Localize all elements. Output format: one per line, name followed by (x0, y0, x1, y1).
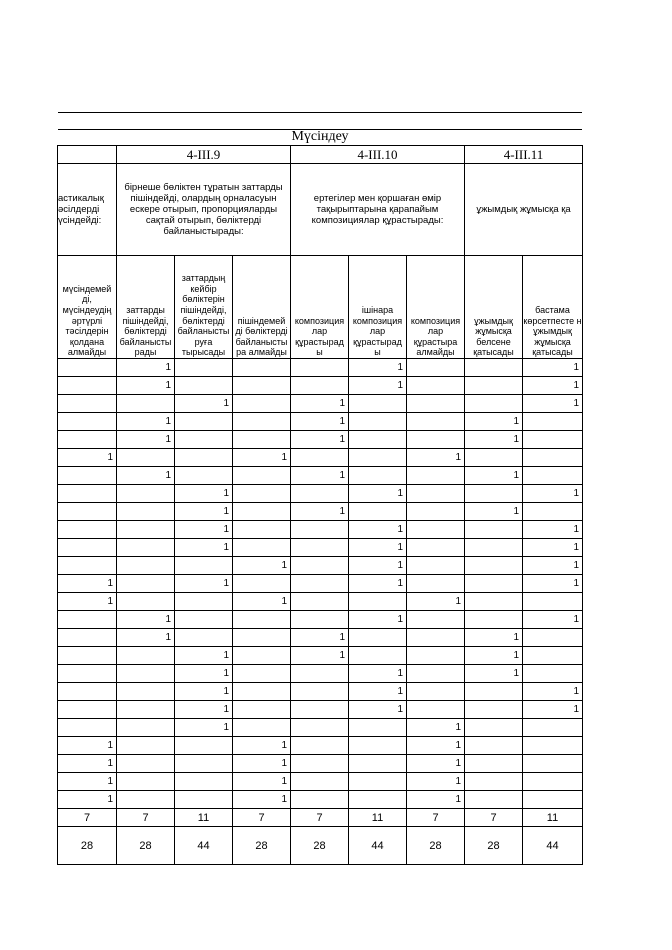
table-cell: 1 (465, 629, 523, 647)
table-cell (291, 665, 349, 683)
table-cell (291, 611, 349, 629)
table-cell: 1 (523, 611, 583, 629)
table-cell: 1 (117, 431, 175, 449)
table-row (58, 737, 583, 755)
table-cell (465, 557, 523, 575)
table-cell (523, 413, 583, 431)
table-cell (117, 593, 175, 611)
table-cell (58, 395, 117, 413)
table-cell (175, 431, 233, 449)
score-cell: 28 (117, 827, 175, 865)
code-cell-11: 4-ІІІ.11 (465, 146, 583, 164)
table-cell (349, 773, 407, 791)
table-cell (117, 701, 175, 719)
table-cell (465, 719, 523, 737)
table-cell (465, 773, 523, 791)
table-cell (465, 575, 523, 593)
table-cell: 1 (523, 701, 583, 719)
table-cell (465, 755, 523, 773)
table-cell (233, 629, 291, 647)
table-cell (407, 503, 465, 521)
score-cell: 28 (58, 827, 117, 865)
total-cell: 11 (349, 809, 407, 827)
table-cell: 1 (349, 485, 407, 503)
table-cell (117, 737, 175, 755)
table-cell (465, 701, 523, 719)
code-cell-prev (58, 146, 117, 164)
subheader-cell: бастама көрсетпесте н ұжымдық жұмысқа қатысады (523, 256, 583, 359)
table-cell (349, 395, 407, 413)
table-cell (465, 521, 523, 539)
table-cell (291, 683, 349, 701)
total-cell: 7 (58, 809, 117, 827)
table-cell: 1 (407, 449, 465, 467)
subheader-row (58, 256, 583, 359)
table-cell (407, 431, 465, 449)
table-cell: 1 (349, 377, 407, 395)
table-cell (407, 665, 465, 683)
table-cell: 1 (291, 629, 349, 647)
table-row (58, 755, 583, 773)
table-cell (175, 593, 233, 611)
table-cell (407, 395, 465, 413)
table-row (58, 575, 583, 593)
table-cell (523, 629, 583, 647)
code-cell-9: 4-ІІІ.9 (117, 146, 291, 164)
table-cell (233, 575, 291, 593)
table-cell (233, 359, 291, 377)
table-cell (58, 683, 117, 701)
table-cell (58, 665, 117, 683)
table-cell (407, 629, 465, 647)
table-cell (291, 791, 349, 809)
table-cell (291, 737, 349, 755)
table-cell (291, 449, 349, 467)
table-cell (465, 791, 523, 809)
table-cell (233, 521, 291, 539)
table-cell (117, 665, 175, 683)
table-cell: 1 (58, 737, 117, 755)
table-cell: 1 (407, 719, 465, 737)
table-cell (233, 431, 291, 449)
table-cell: 1 (349, 359, 407, 377)
table-cell (58, 413, 117, 431)
table-cell: 1 (117, 611, 175, 629)
table-cell (523, 665, 583, 683)
table-cell (117, 539, 175, 557)
table-cell (465, 737, 523, 755)
table-cell (465, 683, 523, 701)
table-cell (349, 449, 407, 467)
table-cell: 1 (291, 647, 349, 665)
table-cell (465, 485, 523, 503)
total-cell: 7 (407, 809, 465, 827)
table-cell (407, 413, 465, 431)
score-cell: 28 (465, 827, 523, 865)
total-cell: 7 (117, 809, 175, 827)
table-cell (407, 359, 465, 377)
table-row (58, 611, 583, 629)
description-prev: астикалық әсілдерді үсіндейді: (58, 164, 117, 256)
table-cell (465, 377, 523, 395)
score-cell: 44 (349, 827, 407, 865)
table-cell: 1 (349, 539, 407, 557)
score-cell: 44 (175, 827, 233, 865)
description-row (58, 164, 583, 256)
table-row (58, 593, 583, 611)
table-cell: 1 (233, 449, 291, 467)
table-cell (523, 647, 583, 665)
table-cell (175, 413, 233, 431)
table-cell (349, 431, 407, 449)
table-cell (175, 359, 233, 377)
table-cell: 1 (117, 413, 175, 431)
table-cell (349, 755, 407, 773)
table-cell (58, 485, 117, 503)
table-cell (175, 773, 233, 791)
table-cell: 1 (349, 557, 407, 575)
code-cell-10: 4-ІІІ.10 (291, 146, 465, 164)
subheader-cell: пішіндемей ді бөліктерді байланысты ра алмайды (233, 256, 291, 359)
table-cell: 1 (58, 755, 117, 773)
table-cell (349, 737, 407, 755)
table-cell (523, 593, 583, 611)
table-cell (175, 737, 233, 755)
table-cell (175, 377, 233, 395)
section-title: Мүсіндеу (291, 129, 349, 144)
table-cell (233, 611, 291, 629)
table-cell (465, 539, 523, 557)
table-cell (117, 791, 175, 809)
table-cell (117, 755, 175, 773)
table-row (58, 449, 583, 467)
table-cell (349, 719, 407, 737)
table-cell: 1 (349, 683, 407, 701)
score-cell: 28 (233, 827, 291, 865)
table-cell (233, 647, 291, 665)
table-cell: 1 (58, 575, 117, 593)
table-cell (58, 521, 117, 539)
table-cell (117, 683, 175, 701)
table-cell: 1 (233, 557, 291, 575)
table-cell: 1 (523, 575, 583, 593)
table-cell: 1 (349, 521, 407, 539)
table-cell (175, 611, 233, 629)
table-cell: 1 (58, 791, 117, 809)
table-cell: 1 (523, 377, 583, 395)
total-cell: 7 (465, 809, 523, 827)
table-cell: 1 (291, 395, 349, 413)
subheader-cell: композиция лар құрастыра алмайды (407, 256, 465, 359)
table-cell (291, 359, 349, 377)
table-cell: 1 (523, 539, 583, 557)
table-cell (58, 467, 117, 485)
table-cell (465, 359, 523, 377)
table-cell (291, 521, 349, 539)
table-cell: 1 (233, 791, 291, 809)
table-cell (291, 485, 349, 503)
table-cell (291, 539, 349, 557)
table-row (58, 629, 583, 647)
table-cell (291, 719, 349, 737)
table-cell (117, 647, 175, 665)
description-11: ұжымдық жұмысқа қа (465, 164, 583, 256)
table-cell: 1 (523, 521, 583, 539)
table-cell (175, 467, 233, 485)
table-cell (465, 593, 523, 611)
table-cell: 1 (349, 611, 407, 629)
table-cell: 1 (407, 791, 465, 809)
description-10: ертегілер мен қоршаған өмір тақырыптарына қарапайым композициялар құрастырады: (291, 164, 465, 256)
table-cell (523, 719, 583, 737)
table-cell: 1 (465, 467, 523, 485)
table-cell (407, 521, 465, 539)
table-cell: 1 (407, 593, 465, 611)
table-cell (58, 647, 117, 665)
table-cell: 1 (291, 467, 349, 485)
table-cell: 1 (465, 413, 523, 431)
table-cell (175, 557, 233, 575)
subheader-cell: ішінара композиция лар құрастырад ы (349, 256, 407, 359)
table-cell (58, 611, 117, 629)
total-cell: 11 (523, 809, 583, 827)
table-row (58, 395, 583, 413)
table-cell (233, 413, 291, 431)
table-cell (523, 449, 583, 467)
table-cell (523, 755, 583, 773)
table-cell (58, 629, 117, 647)
table-cell: 1 (233, 737, 291, 755)
table-cell: 1 (233, 755, 291, 773)
table-cell (349, 413, 407, 431)
table-cell (233, 665, 291, 683)
subheader-cell: ұжымдық жұмысқа белсене қатысады (465, 256, 523, 359)
table-cell: 1 (407, 773, 465, 791)
table-cell (523, 503, 583, 521)
subheader-cell: композиция лар құрастырад ы (291, 256, 349, 359)
table-cell (349, 467, 407, 485)
table-cell (349, 791, 407, 809)
table-cell: 1 (465, 503, 523, 521)
table-cell (117, 557, 175, 575)
table-cell: 1 (349, 665, 407, 683)
table-cell: 1 (175, 503, 233, 521)
table-cell: 1 (523, 359, 583, 377)
total-cell: 7 (291, 809, 349, 827)
table-row (58, 683, 583, 701)
table-cell (291, 755, 349, 773)
score-cell: 44 (523, 827, 583, 865)
table-cell (291, 377, 349, 395)
table-cell: 1 (349, 701, 407, 719)
subheader-cell: заттарды пішіндейді, бөліктерді байланысты рады (117, 256, 175, 359)
table-cell: 1 (233, 593, 291, 611)
table-cell: 1 (175, 575, 233, 593)
table-cell: 1 (407, 755, 465, 773)
table-cell (407, 467, 465, 485)
table-cell (291, 575, 349, 593)
table-cell (349, 503, 407, 521)
table-row (58, 791, 583, 809)
table-cell: 1 (58, 593, 117, 611)
table-cell (58, 431, 117, 449)
top-rule (58, 112, 582, 113)
table-cell: 1 (117, 359, 175, 377)
score-cell: 28 (407, 827, 465, 865)
table-row (58, 431, 583, 449)
table-cell (175, 791, 233, 809)
table-cell (233, 467, 291, 485)
table-cell (349, 647, 407, 665)
table-cell: 1 (407, 737, 465, 755)
table-cell (58, 503, 117, 521)
table-cell: 1 (175, 485, 233, 503)
table-cell (58, 359, 117, 377)
table-cell (291, 593, 349, 611)
scores-row (58, 827, 583, 865)
table-row (58, 701, 583, 719)
table-row (58, 467, 583, 485)
table-row (58, 485, 583, 503)
subheader-cell: мүсіндемей ді, мүсіндеудің әртүрлі тәсілдерін қолдана алмайды (58, 256, 117, 359)
table-cell (233, 539, 291, 557)
table-row (58, 521, 583, 539)
table-cell: 1 (465, 431, 523, 449)
table-row (58, 377, 583, 395)
table-cell: 1 (523, 395, 583, 413)
assessment-table (57, 145, 583, 865)
table-cell: 1 (58, 449, 117, 467)
table-cell: 1 (291, 413, 349, 431)
table-cell: 1 (175, 539, 233, 557)
table-cell (407, 485, 465, 503)
total-cell: 11 (175, 809, 233, 827)
table-cell: 1 (523, 557, 583, 575)
table-cell: 1 (523, 683, 583, 701)
table-cell (175, 629, 233, 647)
table-cell: 1 (175, 395, 233, 413)
table-cell (117, 395, 175, 413)
table-cell (291, 557, 349, 575)
table-cell: 1 (175, 647, 233, 665)
table-cell (523, 737, 583, 755)
table-cell (233, 395, 291, 413)
table-cell (291, 773, 349, 791)
table-row (58, 503, 583, 521)
table-cell (407, 611, 465, 629)
description-9: бірнеше бөліктен тұратын заттарды пішіндейді, олардың орналасуын ескере отырып, пропорцияларды сақтай отырып, бөліктерді байланыстырады: (117, 164, 291, 256)
table-cell (407, 539, 465, 557)
table-cell (58, 557, 117, 575)
table-cell (175, 449, 233, 467)
table-cell (117, 521, 175, 539)
table-cell (349, 593, 407, 611)
table-cell: 1 (175, 719, 233, 737)
table-cell (233, 485, 291, 503)
table-cell (291, 701, 349, 719)
table-cell (117, 773, 175, 791)
table-row (58, 359, 583, 377)
table-cell: 1 (233, 773, 291, 791)
table-cell (407, 683, 465, 701)
table-cell: 1 (523, 485, 583, 503)
table-row (58, 413, 583, 431)
table-row (58, 539, 583, 557)
table-cell (523, 431, 583, 449)
score-cell: 28 (291, 827, 349, 865)
table-cell (523, 773, 583, 791)
subheader-cell: заттардың кейбір бөліктерін пішіндейді, бөліктерді байланысты руға тырысады (175, 256, 233, 359)
table-cell (117, 719, 175, 737)
total-cell: 7 (233, 809, 291, 827)
table-cell: 1 (58, 773, 117, 791)
table-cell (465, 449, 523, 467)
table-cell: 1 (175, 701, 233, 719)
table-cell (233, 719, 291, 737)
table-cell (117, 503, 175, 521)
table-row (58, 773, 583, 791)
table-row (58, 557, 583, 575)
table-cell: 1 (117, 629, 175, 647)
table-cell (233, 503, 291, 521)
table-cell (175, 755, 233, 773)
table-cell: 1 (175, 683, 233, 701)
code-row (58, 146, 583, 164)
table-cell (58, 701, 117, 719)
table-cell (58, 719, 117, 737)
table-cell (407, 647, 465, 665)
table-cell (349, 629, 407, 647)
table-cell (465, 395, 523, 413)
table-row (58, 719, 583, 737)
table-cell (523, 467, 583, 485)
table-cell (407, 575, 465, 593)
table-cell (407, 557, 465, 575)
table-cell (407, 377, 465, 395)
table-cell (233, 683, 291, 701)
table-cell (58, 377, 117, 395)
table-cell (233, 377, 291, 395)
table-cell (233, 701, 291, 719)
table-cell: 1 (291, 431, 349, 449)
table-cell: 1 (465, 647, 523, 665)
table-cell (117, 575, 175, 593)
table-cell (117, 449, 175, 467)
table-cell: 1 (349, 575, 407, 593)
table-cell: 1 (465, 665, 523, 683)
table-cell (117, 485, 175, 503)
table-cell (523, 791, 583, 809)
table-cell (58, 539, 117, 557)
table-cell (407, 701, 465, 719)
table-cell: 1 (291, 503, 349, 521)
table-cell: 1 (175, 521, 233, 539)
table-cell (465, 611, 523, 629)
table-cell: 1 (175, 665, 233, 683)
table-row (58, 665, 583, 683)
table-cell: 1 (117, 377, 175, 395)
totals-row (58, 809, 583, 827)
table-cell: 1 (117, 467, 175, 485)
table-row (58, 647, 583, 665)
